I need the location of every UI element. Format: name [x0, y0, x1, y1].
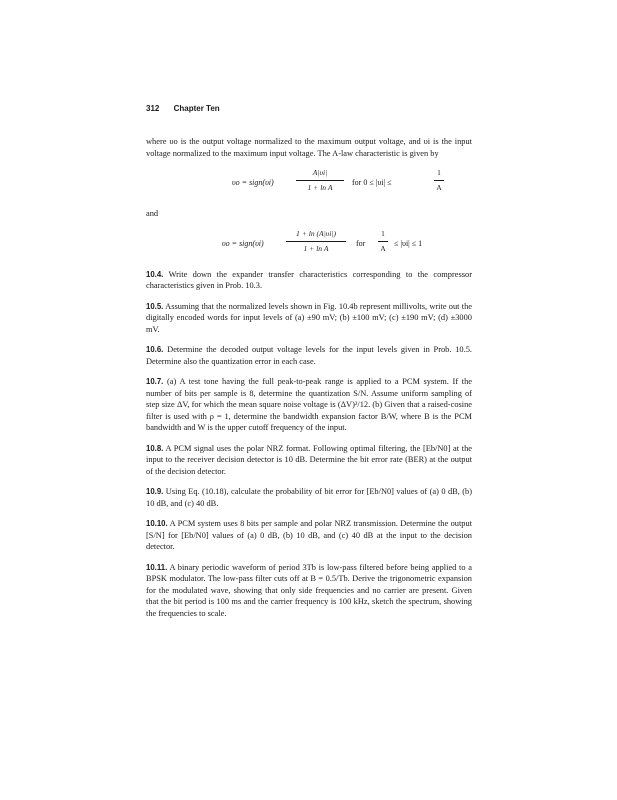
problem-number: 10.11. — [146, 562, 168, 572]
page-number: 312 — [146, 104, 160, 113]
problem-number: 10.5. — [146, 301, 164, 311]
eq2-lhs: υo = sign(υi) — [222, 238, 264, 248]
eq1-denominator: 1 + ln A — [307, 183, 333, 192]
equation-a-law-high — [146, 229, 472, 259]
equation-a-law-low — [146, 168, 472, 198]
problem-10-8 — [146, 443, 472, 478]
problem-number: 10.6. — [146, 345, 164, 354]
problem-number: 10.7. — [146, 377, 164, 386]
eq1-fraction — [296, 168, 344, 193]
problem-text: Write down the expander transfer characteristics corresponding to the compressor characteristics given in Prob. 10.3. — [146, 269, 472, 290]
eq2-cond-den: A — [380, 243, 386, 253]
eq1-cond-den: A — [436, 183, 442, 192]
eq2-condition-suffix: ≤ |υi| ≤ 1 — [394, 238, 423, 248]
eq2-cond-num: 1 — [381, 228, 385, 238]
problem-text: (a) A test tone having the full peak-to-peak range is applied to a PCM system. If the number of bits per sample is 8, determine the quantization S/N. Assume uniform sampling of step size ΔV, for which the mean square noise voltage is (ΔV)²/12. (b) Given that a raised-cosine filter is used with ρ = 1, determine the bandwidth expansion factor B/W, where B is the PCM bandwidth and W is the upper cutoff frequency of the input. — [146, 377, 472, 432]
page-body — [146, 136, 472, 628]
eq1-numerator: A|υi| — [312, 168, 328, 177]
eq2-fraction — [286, 229, 346, 254]
eq1-cond-fraction — [434, 168, 444, 193]
problem-10-5 — [146, 301, 472, 336]
problem-number: 10.4. — [146, 269, 164, 279]
problem-text: A PCM system uses 8 bits per sample and polar NRZ transmission. Determine the output [S/N] for [Eb/N0] values of (a) 0 dB, (b) 10 dB, and (c) 40 dB at the input to the decision detector. — [146, 519, 472, 551]
eq1-cond-num: 1 — [437, 168, 441, 177]
chapter-title: Chapter Ten — [173, 104, 220, 113]
problem-text: A binary periodic waveform of period 3Tb is low-pass filtered before being applied to a BPSK modulator. The low-pass filter cuts off at B = 0.5/Tb. Derive the trigonometric expansion for the modulated wave, showing that only side frequencies and no carrier are present. Given that the bit period is 100 ms and the carrier frequency is 100 kHz, sketch the spectrum, showing the frequencies to scale. — [146, 562, 472, 618]
eq2-condition-prefix: for — [356, 238, 366, 248]
eq1-condition: for 0 ≤ |υi| ≤ — [352, 178, 392, 187]
problem-text: A PCM signal uses the polar NRZ format. Following optimal filtering, the [Eb/N0] at the input to the receiver decision detector is 10 dB. Determine the bit error rate (BER) at the output of the decision detector. — [146, 443, 472, 476]
problem-10-7 — [146, 376, 472, 434]
and-text: and — [146, 209, 159, 218]
eq2-denominator: 1 + ln A — [303, 243, 329, 253]
problem-10-4 — [146, 269, 472, 292]
problem-number: 10.10. — [146, 519, 168, 528]
problem-text: Assuming that the normalized levels shown in Fig. 10.4b represent millivolts, write out the digitally encoded words for input levels of (a) ±90 mV; (b) ±100 mV; (c) ±190 mV; (d) ±3000 mV. — [146, 301, 472, 334]
problem-number: 10.8. — [146, 443, 164, 453]
problem-text: Determine the decoded output voltage levels for the input levels given in Prob. 10.5. Determine also the quantization error in each case. — [146, 345, 472, 366]
intro-paragraph: where υo is the output voltage normalized to the maximum output voltage, and υi is the input voltage normalized to the maximum input voltage. The A-law characteristic is given by — [146, 137, 472, 158]
eq2-cond-fraction — [378, 229, 388, 254]
eq2-numerator: 1 + ln (A|υi|) — [296, 228, 336, 238]
running-header — [146, 104, 232, 113]
eq1-lhs: υo = sign(υi) — [232, 178, 274, 187]
problem-10-11 — [146, 562, 472, 620]
problem-10-6 — [146, 344, 472, 367]
problem-text: Using Eq. (10.18), calculate the probability of bit error for [Eb/N0] values of (a) 0 dB, (b) 10 dB, and (c) 40 dB. — [146, 487, 473, 508]
problem-10-9 — [146, 486, 472, 509]
problem-10-10 — [146, 518, 472, 553]
problem-number: 10.9. — [146, 487, 164, 496]
